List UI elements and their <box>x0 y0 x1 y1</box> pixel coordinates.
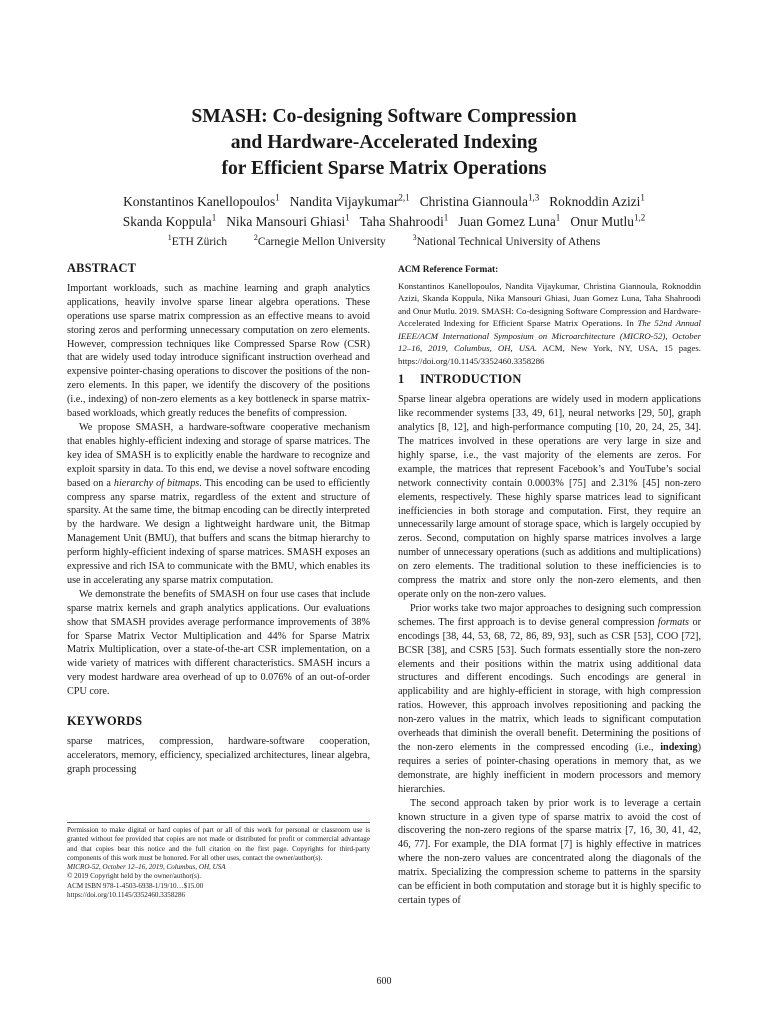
author-name: Taha Shahroodi <box>359 214 444 229</box>
intro-text: ) requires a series of pointer-chasing operations in memory that, as we demonstrate, are highly inefficient in modern processors and memory hierarchies. <box>398 741 701 795</box>
author-name: Nika Mansouri Ghiasi <box>226 214 346 229</box>
author-affiliation-mark: 1 <box>555 212 561 223</box>
author-affiliation-mark: 1 <box>275 192 280 203</box>
abstract-heading: ABSTRACT <box>67 261 137 275</box>
author-affiliation-mark: 1,2 <box>633 212 646 223</box>
affiliation-list <box>0 233 768 248</box>
title-line: SMASH: Co-designing Software Compression <box>191 106 577 127</box>
introduction-paragraph: Sparse linear algebra operations are widely used in modern applications like recommender systems [33, 49, 61], neural networks [29, 50], graph analytics [8, 12], and high-performance computing [10, 20, 24, 25, 34]. The matrices involved in these operations are very large in size and highly sparse, i.e., the vast majority of the elements are zeros. For example, the matrices that represent Facebook’s and YouTube’s social network connectivity contain 0.0003% [75] and 2.31% [45] non-zero elements, respectively. These highly sparse matrices lead to significant inefficiencies in both storage and computation. First, they require an unnecessarily large amount of storage space, which is largely occupied by zeros. Second, computation on highly sparse matrices involves a large number of unnecessary operations (such as additions and multiplications) on zero elements. The traditional solution to these inefficiencies is to compress the matrix and store only the non-zero elements, and then operate only on the non-zero values. <box>398 394 701 600</box>
acm-reference-part: ACM, New York, NY, USA, 15 pages. https://doi.org/10.1145/3352460.3358286 <box>398 343 701 366</box>
intro-text: Prior works take two major approaches to designing such compression schemes. The first approach is to devise general compression <box>398 602 701 628</box>
author-name: Juan Gomez Luna <box>458 214 556 229</box>
author-name: Roknoddin Azizi <box>549 194 641 209</box>
abstract-emphasis: hierarchy of bitmaps <box>113 477 200 489</box>
right-column <box>398 264 701 908</box>
affiliation-name: ETH Zürich <box>171 236 228 248</box>
isbn-text: ACM ISBN 978-1-4503-6938-1/19/10…$15.00 <box>67 881 204 890</box>
author-affiliation-mark: 1 <box>640 192 645 203</box>
author-affiliation-mark: 1 <box>211 212 217 223</box>
affiliation-number: 2 <box>253 233 258 243</box>
keywords-text: sparse matrices, compression, hardware-software cooperation, accelerators, memory, efficiency, specialized architectures, linear algebra, graph processing <box>67 736 370 775</box>
acm-reference-part: Konstantinos Kanellopoulos, Nandita Vijaykumar, Christina Giannoula, Roknoddin Azizi, Skanda Koppula, Nika Mansouri Ghiasi, Juan Gomez Luna, Taha Shahroodi and Onur Mutlu. 2019. SMASH: Co-designing Software Compression and Hardware-Accelerated Indexing for Efficient Sparse Matrix Operations. In <box>398 280 701 329</box>
abstract-text: . This encoding can be used to efficiently compress any sparse matrix, regardless of the extent and structure of sparsity. At the same time, the bitmap encoding can be directly interpreted by the hardware. We design a lightweight hardware unit, the Bitmap Management Unit (BMU), that buffers and scans the bitmap hierarchy to perform highly-efficient indexing of sparse matrices. SMASH exposes an expressive and rich ISA to communicate with the BMU, which enables its use in accelerating any sparse matrix computation. <box>67 477 371 586</box>
acm-reference-heading: ACM Reference Format: <box>398 265 499 275</box>
abstract-paragraph: Important workloads, such as machine learning and graph analytics applications, heavily involve sparse linear algebra operations. These operations use sparse matrix compression as an effective means to avoid storing zeros and performing unnecessary computation on zero elements. However, compression techniques like Compressed Sparse Row (CSR) that are widely used today introduce significant instruction overhead and expensive pointer-chasing operations to discover the positions of the non-zero elements. In this paper, we identify the discovery of the positions (i.e., indexing) of non-zero elements as a key bottleneck in sparse matrix-based workloads, which greatly reduces the benefits of compression. <box>67 282 370 420</box>
abstract-paragraph <box>67 421 370 588</box>
author-affiliation-mark: 1 <box>443 212 449 223</box>
paper-title <box>0 104 768 182</box>
venue-text <box>67 863 370 872</box>
author-affiliation-mark: 1 <box>345 212 350 223</box>
introduction-paragraph <box>398 602 701 797</box>
affiliation <box>412 233 601 248</box>
author-affiliation-mark: 2,1 <box>398 192 410 203</box>
affiliation-name: National Technical University of Athens <box>416 236 601 248</box>
introduction-heading <box>398 373 701 387</box>
acm-reference-venue: The 52nd Annual IEEE/ACM International Symposium on Microarchitecture (MICRO-52), October 12–16, 2019, Columbus, OH, USA. <box>398 318 701 354</box>
abstract-paragraph: We demonstrate the benefits of SMASH on four use cases that include sparse matrix kernels and graph analytics applications. Our evaluations show that SMASH provides average performance improvements of 38% for Sparse Matrix Vector Multiplication and 44% for Sparse Matrix Matrix Multiplication, over a state-of-the-art CSR implementation, on a wide variety of matrices with different characteristics. SMASH incurs a very modest hardware area overhead of up to 0.076% of an out-of-order CPU core. <box>67 588 370 698</box>
affiliation-number: 1 <box>167 233 172 243</box>
affiliation <box>253 233 386 248</box>
author-name: Christina Giannoula <box>419 194 528 209</box>
affiliation <box>167 233 228 248</box>
venue-italic: MICRO-52, October 12–16, 2019, Columbus, OH, USA <box>67 863 226 872</box>
page-number: 600 <box>376 976 392 987</box>
left-column <box>67 262 370 777</box>
introduction-paragraph: The second approach taken by prior work is to leverage a certain known structure in a given type of sparse matrix to avoid the cost of discovering the non-zero regions of the sparse matrix [7, 16, 30, 41, 42, 46, 77]. For example, the DIA format [7] is highly effective in matrices where the non-zero values are concentrated along the diagonals of the matrix. Specializing the compression scheme to patterns in the sparsity can be efficient in both computation and storage but it is highly specific to certain types of <box>398 797 701 906</box>
author-affiliation-mark: 1,3 <box>527 192 540 203</box>
author-line <box>0 212 768 232</box>
author-name: Skanda Koppula <box>122 214 212 229</box>
copyright-text: © 2019 Copyright held by the owner/author(s). <box>67 872 202 881</box>
author-name: Konstantinos Kanellopoulos <box>123 194 276 209</box>
intro-emphasis: formats <box>657 616 690 628</box>
intro-strong: indexing <box>660 741 698 753</box>
permission-footnote <box>67 822 370 900</box>
title-line: for Efficient Sparse Matrix Operations <box>221 158 547 179</box>
author-name: Nandita Vijaykumar <box>289 194 399 209</box>
permission-text: Permission to make digital or hard copies of part or all of this work for personal or classroom use is granted without fee provided that copies are not made or distributed for profit or commercial advantage and that copies bear this notice and the full citation on the first page. Copyrights for third-party components of this work must be honored. For all other uses, contact the owner/author(s). <box>67 826 370 862</box>
title-line: and Hardware-Accelerated Indexing <box>230 132 538 153</box>
intro-text: or encodings [38, 44, 53, 68, 72, 86, 89, 93], such as CSR [53], COO [72], BCSR [38], and CSR5 [53]. Such formats essentially store the non-zero elements and their positions within the matrix using additional data structures and different encodings. Such encodings are general in applicability and are highly-efficient in storage, with high compression ratios. However, this approach involves repositioning and packing the non-zero values in the matrix, which leads to significant computation overheads that diminish the overall benefit. Determining the positions of the non-zero elements in the compressed encoding (i.e., <box>398 616 701 753</box>
keywords-heading: KEYWORDS <box>67 714 143 729</box>
section-number: 1 <box>398 372 405 387</box>
doi-text: https://doi.org/10.1145/3352460.3358286 <box>67 891 186 900</box>
author-list <box>0 192 768 232</box>
affiliation-number: 3 <box>412 233 417 243</box>
author-line <box>0 192 768 212</box>
acm-reference-text <box>398 280 701 368</box>
author-name: Onur Mutlu <box>570 214 634 229</box>
affiliation-name: Carnegie Mellon University <box>257 236 386 248</box>
section-title: INTRODUCTION <box>420 372 522 387</box>
abstract-text: We propose SMASH, a hardware-software cooperative mechanism that enables highly-efficient indexing and storage of sparse matrices. The key idea of SMASH is to explicitly enable the hardware to recognize and exploit sparsity in data. To this end, we devise a novel software encoding based on a <box>67 421 370 489</box>
